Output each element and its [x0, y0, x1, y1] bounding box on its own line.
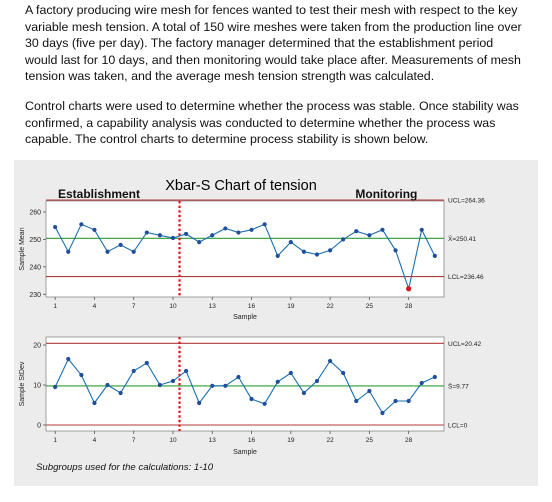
panel2-x-axis-label: Sample [233, 449, 257, 456]
panel2-y-axis-label: Sample StDev [19, 361, 26, 407]
subgroups-footnote: Subgroups used for the calculations: 1-10 [36, 462, 214, 473]
panel2-data-point [79, 373, 83, 377]
panel1-x-tick-label: 13 [208, 303, 216, 310]
panel2-data-point [53, 385, 57, 389]
chart-title: Xbar-S Chart of tension [165, 178, 317, 194]
panel1-data-point [158, 233, 162, 237]
panel1-data-point [223, 226, 227, 230]
panel2-data-point [158, 383, 162, 387]
panel1-data-point [420, 228, 424, 232]
panel1-y-tick-label: 250 [29, 236, 41, 244]
panel1-data-point [184, 232, 188, 236]
panel1-data-point [341, 237, 345, 241]
panel1-x-tick-label: 1 [53, 303, 57, 310]
intro-paragraph: A factory producing wire mesh for fences wanted to test their mesh with respect to the key variable mesh tension. A total of 150 wire meshes were taken from the production line over 30 days (five per day). The factory manager determined that the establishment period would last for 10 days, and then monitoring would take place after. Measurements of mesh tension was taken, and the average mesh tension strength was calculated. [25, 3, 522, 84]
chart-canvas [14, 160, 538, 486]
panel2-data-point [223, 384, 227, 388]
phase-label-monitoring: Monitoring [355, 187, 418, 201]
panel1-data-point [249, 228, 253, 232]
panel2-data-point [236, 375, 240, 379]
xbar-s-chart [14, 160, 538, 486]
panel1-x-tick-label: 16 [247, 303, 256, 310]
panel2-data-point [197, 401, 201, 405]
panel2-data-point [66, 357, 70, 361]
panel2-x-tick-label: 19 [287, 437, 295, 444]
panel1-data-point [393, 248, 397, 252]
panel2-data-point [315, 379, 319, 383]
panel1-data-point [119, 243, 123, 247]
panel1-x-tick-label: 19 [287, 303, 295, 310]
panel2-data-point [341, 371, 345, 375]
panel2-x-tick-label: 4 [92, 437, 97, 444]
panel1-x-tick-label: 28 [405, 303, 413, 310]
panel1-data-point [210, 233, 214, 237]
panel2-data-point [433, 375, 437, 379]
panel1-data-point [132, 250, 136, 254]
panel1-data-point [289, 240, 293, 244]
panel2-data-point [145, 361, 149, 365]
panel1-y-tick-label: 230 [29, 291, 41, 299]
panel1-data-point [197, 240, 201, 244]
panel1-y-tick-label: 260 [29, 209, 41, 217]
panel1-data-point [92, 228, 96, 232]
panel2-data-point [210, 384, 214, 388]
panel2-data-point [302, 391, 306, 395]
panel2-limit-label-ucl: UCL=20.42 [448, 340, 482, 348]
panel1-data-point [236, 230, 240, 234]
panel2-x-tick-label: 13 [208, 437, 216, 444]
panel2-x-tick-label: 10 [169, 437, 177, 444]
panel1-data-point [328, 248, 332, 252]
panel2-data-point [367, 389, 371, 393]
panel1-x-axis-label: Sample [233, 314, 257, 321]
panel2-data-point [276, 380, 280, 384]
panel2-y-tick-label: 10 [33, 382, 41, 390]
panel2-data-point [407, 399, 411, 403]
panel1-limit-label-lcl: LCL=236.46 [448, 274, 484, 282]
panel1-data-point [263, 222, 267, 226]
panel2-data-point [119, 391, 123, 395]
panel2-x-tick-label: 16 [247, 437, 256, 444]
panel1-data-point [315, 252, 319, 256]
panel2-limit-label-cl: S̄=9.77 [448, 383, 469, 391]
panel2-data-point [92, 401, 96, 405]
panel1-data-point [79, 222, 83, 226]
panel1-data-point [171, 236, 175, 240]
panel1-x-tick-label: 22 [326, 303, 334, 310]
panel2-y-tick-label: 0 [37, 422, 41, 430]
panel2-x-tick-label: 1 [53, 437, 57, 444]
phase-label-establishment: Establishment [57, 187, 141, 201]
panel1-x-tick-label: 10 [169, 303, 177, 310]
panel1-x-tick-label: 7 [131, 303, 136, 310]
panel2-data-point [105, 383, 109, 387]
panel1-limit-label-cl: X̄=250.41 [448, 235, 477, 243]
panel2-y-tick-label: 20 [33, 342, 41, 350]
panel1-data-point [354, 229, 358, 233]
panel1-y-tick-label: 240 [29, 264, 41, 272]
panel2-x-tick-label: 7 [131, 437, 136, 444]
panel2-data-point [393, 399, 397, 403]
panel2-data-point [289, 371, 293, 375]
panel1-out-of-control-point [406, 286, 411, 291]
panel1-data-point [145, 230, 149, 234]
panel2-data-point [263, 402, 267, 406]
panel1-data-point [367, 233, 371, 237]
panel1-data-point [302, 250, 306, 254]
panel2-data-point [249, 397, 253, 401]
panel1-data-point [66, 250, 70, 254]
panel1-limit-label-ucl: UCL=264.36 [448, 197, 485, 205]
panel2-data-point [184, 369, 188, 373]
panel2-data-point [171, 379, 175, 383]
panel1-data-point [380, 228, 384, 232]
panel2-limit-label-lcl: LCL=0 [448, 422, 468, 430]
panel1-data-point [276, 254, 280, 258]
panel2-data-point [328, 359, 332, 363]
panel2-data-point [380, 411, 384, 415]
panel2-x-tick-label: 25 [365, 437, 373, 444]
panel1-data-point [433, 254, 437, 258]
panel1-x-tick-label: 4 [92, 303, 97, 310]
panel2-data-point [354, 399, 358, 403]
panel1-data-point [105, 250, 109, 254]
control-chart-paragraph: Control charts were used to determine whether the process was stable. Once stability was confirmed, a capability analysis was conducted to determine whether the process was capable. The control charts to determine process stability is shown below. [25, 99, 519, 147]
panel1-data-point [53, 225, 57, 229]
panel2-data-point [420, 381, 424, 385]
panel1-y-axis-label: Sample Mean [19, 227, 26, 271]
panel2-x-tick-label: 22 [326, 437, 334, 444]
panel2-x-tick-label: 28 [405, 437, 413, 444]
panel2-data-point [132, 369, 136, 373]
panel1-x-tick-label: 25 [365, 303, 373, 310]
